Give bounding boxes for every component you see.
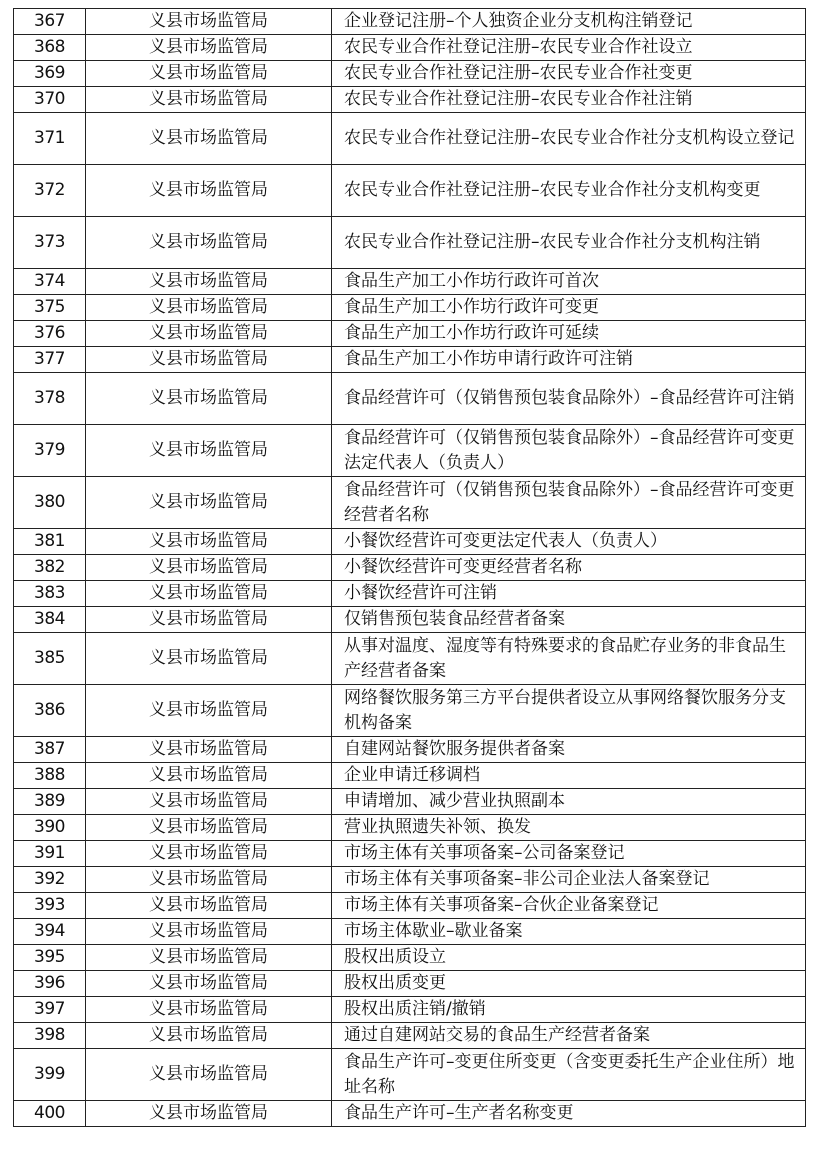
row-item: 市场主体有关事项备案–合伙企业备案登记 <box>332 893 806 919</box>
table-row <box>14 919 806 945</box>
table-row <box>14 1101 806 1127</box>
table-row <box>14 9 806 35</box>
table-row <box>14 555 806 581</box>
row-department: 义县市场监管局 <box>86 35 332 61</box>
row-item: 营业执照遗失补领、换发 <box>332 815 806 841</box>
table-row <box>14 321 806 347</box>
row-department: 义县市场监管局 <box>86 685 332 737</box>
table-row <box>14 1023 806 1049</box>
row-number: 391 <box>14 841 86 867</box>
row-department: 义县市场监管局 <box>86 1101 332 1127</box>
row-item: 小餐饮经营许可变更法定代表人（负责人） <box>332 529 806 555</box>
table-row <box>14 1049 806 1101</box>
table-row <box>14 87 806 113</box>
table-row <box>14 35 806 61</box>
row-item: 股权出质注销/撤销 <box>332 997 806 1023</box>
row-item: 仅销售预包装食品经营者备案 <box>332 607 806 633</box>
row-item: 食品生产加工小作坊行政许可首次 <box>332 269 806 295</box>
row-department: 义县市场监管局 <box>86 269 332 295</box>
table-row <box>14 685 806 737</box>
row-item: 从事对温度、湿度等有特殊要求的食品贮存业务的非食品生产经营者备案 <box>332 633 806 685</box>
row-department: 义县市场监管局 <box>86 165 332 217</box>
row-number: 375 <box>14 295 86 321</box>
table-row <box>14 347 806 373</box>
row-department: 义县市场监管局 <box>86 61 332 87</box>
row-department: 义县市场监管局 <box>86 763 332 789</box>
row-number: 390 <box>14 815 86 841</box>
row-number: 386 <box>14 685 86 737</box>
row-number: 387 <box>14 737 86 763</box>
row-number: 380 <box>14 477 86 529</box>
table-row <box>14 893 806 919</box>
table-row <box>14 373 806 425</box>
row-department: 义县市场监管局 <box>86 347 332 373</box>
row-item: 食品经营许可（仅销售预包装食品除外）–食品经营许可注销 <box>332 373 806 425</box>
row-item: 自建网站餐饮服务提供者备案 <box>332 737 806 763</box>
table-row <box>14 529 806 555</box>
row-number: 372 <box>14 165 86 217</box>
row-department: 义县市场监管局 <box>86 217 332 269</box>
row-item: 食品生产加工小作坊申请行政许可注销 <box>332 347 806 373</box>
row-item: 食品生产加工小作坊行政许可延续 <box>332 321 806 347</box>
row-number: 399 <box>14 1049 86 1101</box>
row-item: 企业登记注册–个人独资企业分支机构注销登记 <box>332 9 806 35</box>
row-department: 义县市场监管局 <box>86 945 332 971</box>
row-department: 义县市场监管局 <box>86 997 332 1023</box>
row-number: 382 <box>14 555 86 581</box>
table-row <box>14 425 806 477</box>
row-item: 农民专业合作社登记注册–农民专业合作社注销 <box>332 87 806 113</box>
row-department: 义县市场监管局 <box>86 295 332 321</box>
row-item: 申请增加、减少营业执照副本 <box>332 789 806 815</box>
row-number: 388 <box>14 763 86 789</box>
row-number: 373 <box>14 217 86 269</box>
row-department: 义县市场监管局 <box>86 1049 332 1101</box>
row-department: 义县市场监管局 <box>86 373 332 425</box>
table-row <box>14 633 806 685</box>
row-number: 392 <box>14 867 86 893</box>
row-department: 义县市场监管局 <box>86 87 332 113</box>
row-item: 网络餐饮服务第三方平台提供者设立从事网络餐饮服务分支机构备案 <box>332 685 806 737</box>
row-number: 385 <box>14 633 86 685</box>
table-row <box>14 971 806 997</box>
table-row <box>14 61 806 87</box>
row-number: 383 <box>14 581 86 607</box>
row-item: 农民专业合作社登记注册–农民专业合作社设立 <box>332 35 806 61</box>
row-item: 市场主体有关事项备案–非公司企业法人备案登记 <box>332 867 806 893</box>
row-item: 食品生产许可–变更住所变更（含变更委托生产企业住所）地址名称 <box>332 1049 806 1101</box>
table-row <box>14 945 806 971</box>
row-item: 食品生产许可–生产者名称变更 <box>332 1101 806 1127</box>
row-item: 食品经营许可（仅销售预包装食品除外）–食品经营许可变更经营者名称 <box>332 477 806 529</box>
row-department: 义县市场监管局 <box>86 737 332 763</box>
row-number: 379 <box>14 425 86 477</box>
table-row <box>14 867 806 893</box>
row-department: 义县市场监管局 <box>86 555 332 581</box>
row-number: 368 <box>14 35 86 61</box>
row-number: 398 <box>14 1023 86 1049</box>
row-item: 农民专业合作社登记注册–农民专业合作社变更 <box>332 61 806 87</box>
row-department: 义县市场监管局 <box>86 919 332 945</box>
row-department: 义县市场监管局 <box>86 789 332 815</box>
table-row <box>14 477 806 529</box>
row-number: 393 <box>14 893 86 919</box>
row-number: 374 <box>14 269 86 295</box>
row-department: 义县市场监管局 <box>86 477 332 529</box>
row-department: 义县市场监管局 <box>86 867 332 893</box>
row-item: 小餐饮经营许可注销 <box>332 581 806 607</box>
row-department: 义县市场监管局 <box>86 815 332 841</box>
row-number: 389 <box>14 789 86 815</box>
table-row <box>14 269 806 295</box>
table-row <box>14 789 806 815</box>
row-item: 股权出质设立 <box>332 945 806 971</box>
row-department: 义县市场监管局 <box>86 893 332 919</box>
row-department: 义县市场监管局 <box>86 607 332 633</box>
row-item: 市场主体有关事项备案–公司备案登记 <box>332 841 806 867</box>
table-row <box>14 763 806 789</box>
row-department: 义县市场监管局 <box>86 1023 332 1049</box>
row-department: 义县市场监管局 <box>86 841 332 867</box>
row-item: 食品经营许可（仅销售预包装食品除外）–食品经营许可变更法定代表人（负责人） <box>332 425 806 477</box>
row-number: 371 <box>14 113 86 165</box>
row-department: 义县市场监管局 <box>86 581 332 607</box>
row-number: 376 <box>14 321 86 347</box>
row-item: 市场主体歇业–歇业备案 <box>332 919 806 945</box>
row-item: 小餐饮经营许可变更经营者名称 <box>332 555 806 581</box>
row-number: 400 <box>14 1101 86 1127</box>
table-row <box>14 997 806 1023</box>
row-item: 农民专业合作社登记注册–农民专业合作社分支机构变更 <box>332 165 806 217</box>
row-item: 农民专业合作社登记注册–农民专业合作社分支机构注销 <box>332 217 806 269</box>
row-department: 义县市场监管局 <box>86 529 332 555</box>
row-number: 367 <box>14 9 86 35</box>
table-row <box>14 113 806 165</box>
table-row <box>14 607 806 633</box>
row-number: 377 <box>14 347 86 373</box>
table-row <box>14 581 806 607</box>
row-department: 义县市场监管局 <box>86 113 332 165</box>
row-number: 384 <box>14 607 86 633</box>
table-row <box>14 165 806 217</box>
row-department: 义县市场监管局 <box>86 321 332 347</box>
row-item: 通过自建网站交易的食品生产经营者备案 <box>332 1023 806 1049</box>
row-number: 381 <box>14 529 86 555</box>
services-table <box>13 8 806 1127</box>
row-number: 369 <box>14 61 86 87</box>
table-row <box>14 737 806 763</box>
row-item: 农民专业合作社登记注册–农民专业合作社分支机构设立登记 <box>332 113 806 165</box>
row-item: 企业申请迁移调档 <box>332 763 806 789</box>
row-department: 义县市场监管局 <box>86 971 332 997</box>
row-number: 397 <box>14 997 86 1023</box>
services-table-body <box>14 9 806 1127</box>
row-number: 378 <box>14 373 86 425</box>
table-row <box>14 815 806 841</box>
table-row <box>14 217 806 269</box>
row-department: 义县市场监管局 <box>86 633 332 685</box>
row-department: 义县市场监管局 <box>86 9 332 35</box>
row-number: 396 <box>14 971 86 997</box>
row-number: 395 <box>14 945 86 971</box>
row-item: 食品生产加工小作坊行政许可变更 <box>332 295 806 321</box>
row-number: 394 <box>14 919 86 945</box>
row-item: 股权出质变更 <box>332 971 806 997</box>
table-row <box>14 841 806 867</box>
row-department: 义县市场监管局 <box>86 425 332 477</box>
table-row <box>14 295 806 321</box>
row-number: 370 <box>14 87 86 113</box>
